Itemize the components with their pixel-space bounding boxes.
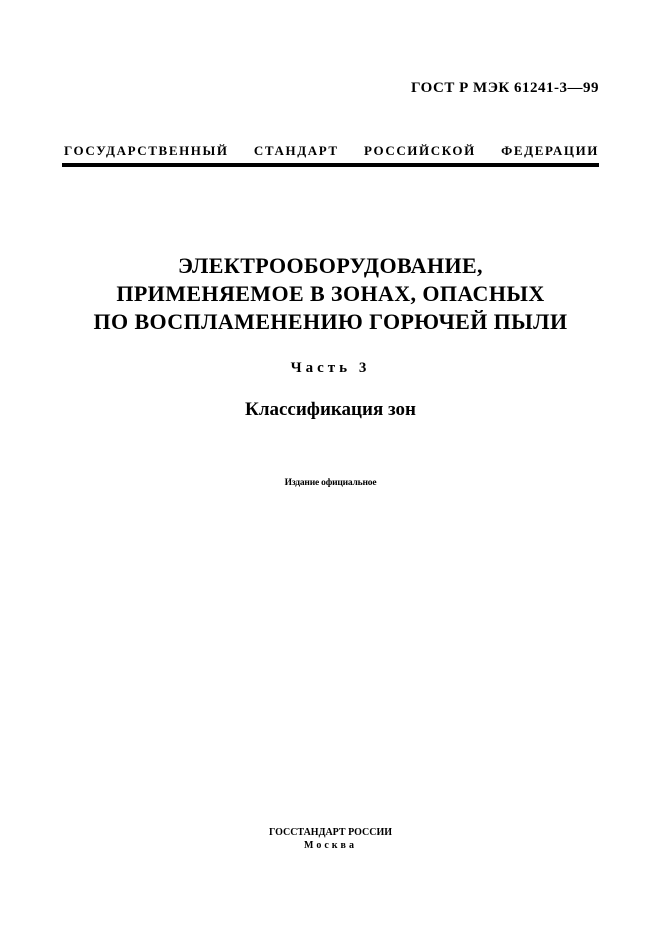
subtitle: Классификация зон	[245, 399, 416, 420]
publisher-city: Москва	[304, 840, 357, 851]
standard-word-4: ФЕДЕРАЦИИ	[501, 143, 599, 158]
main-title	[40, 252, 621, 336]
title-line-2: ПРИМЕНЯЕМОЕ В ЗОНАХ, ОПАСНЫХ	[116, 281, 545, 306]
edition-label: Издание официальное	[284, 478, 377, 488]
publisher-block	[0, 826, 661, 852]
title-line-3: ПО ВОСПЛАМЕНЕНИЮ ГОРЮЧЕЙ ПЫЛИ	[93, 309, 568, 334]
standard-word-1: ГОСУДАРСТВЕННЫЙ	[64, 143, 229, 158]
standard-word-3: РОССИЙСКОЙ	[364, 143, 476, 158]
title-line-1: ЭЛЕКТРООБОРУДОВАНИЕ,	[178, 253, 483, 278]
standard-heading	[64, 143, 599, 159]
publisher-name: ГОССТАНДАРТ РОССИИ	[268, 827, 393, 838]
document-code: ГОСТ Р МЭК 61241-3—99	[411, 80, 599, 96]
standard-word-2: СТАНДАРТ	[253, 143, 339, 158]
heading-rule	[62, 163, 599, 167]
part-label: Часть 3	[290, 360, 371, 376]
